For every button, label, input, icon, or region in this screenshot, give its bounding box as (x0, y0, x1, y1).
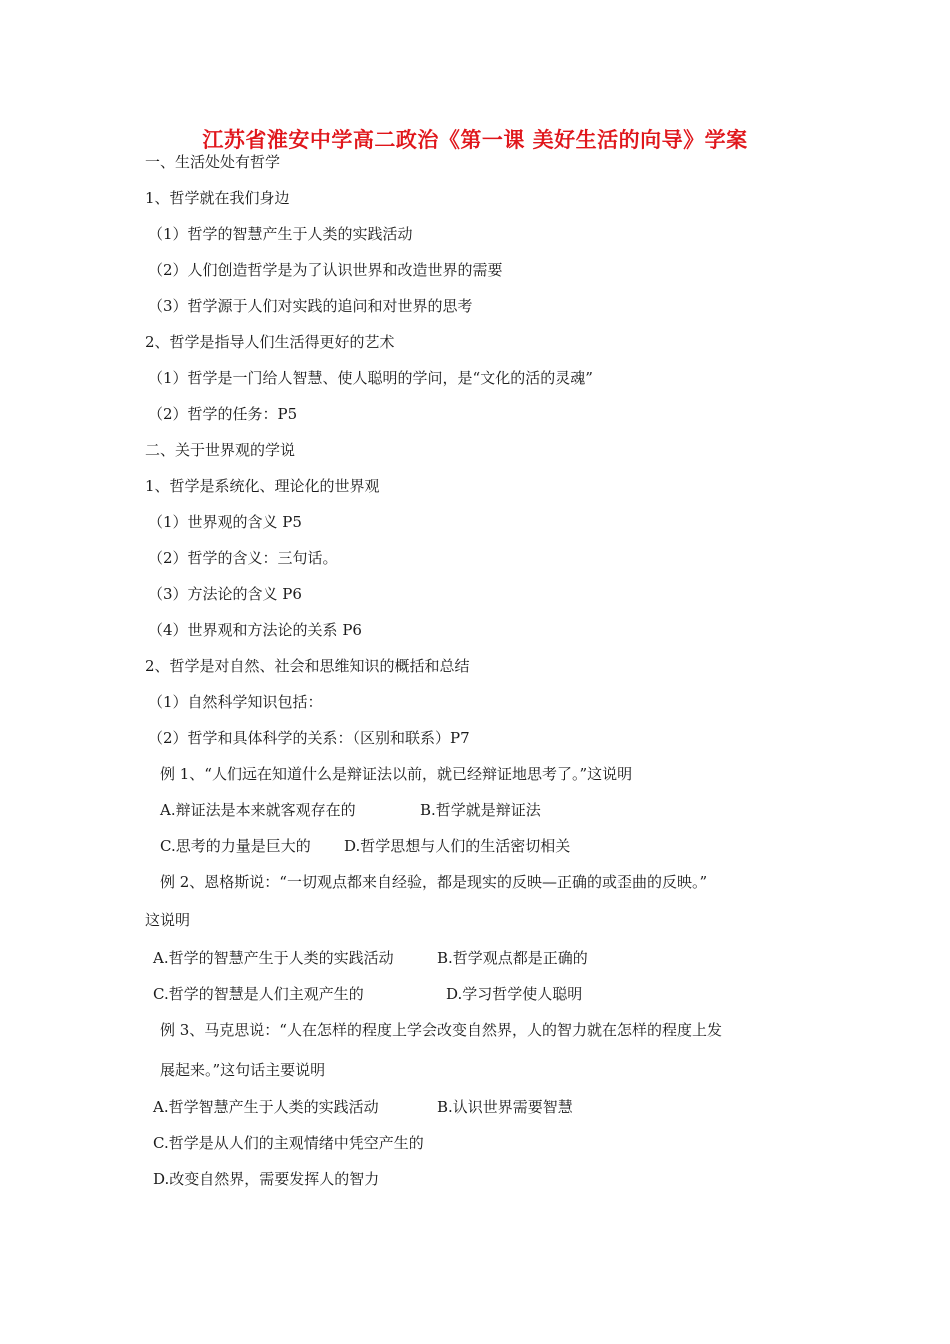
list-item: （1）自然科学知识包括： (148, 693, 323, 711)
example-3-option-d: D.改变自然界，需要发挥人的智力 (153, 1170, 380, 1188)
example-2-option-b: B.哲学观点都是正确的 (437, 949, 588, 967)
example-3-option-c: C.哲学是从人们的主观情绪中凭空产生的 (153, 1134, 424, 1152)
list-item: （1）哲学的智慧产生于人类的实践活动 (148, 225, 413, 243)
example-1-stem: 例 1、“人们远在知道什么是辩证法以前，就已经辩证地思考了。”这说明 (160, 765, 633, 783)
list-item: （3）哲学源于人们对实践的追问和对世界的思考 (148, 297, 473, 315)
example-1-option-d: D.哲学思想与人们的生活密切相关 (344, 837, 571, 855)
example-3-option-a: A.哲学智慧产生于人类的实践活动 (153, 1098, 379, 1116)
list-item: （1）哲学是一门给人智慧、使人聪明的学问，是“文化的活的灵魂” (148, 369, 593, 387)
list-item: （3）方法论的含义 P6 (148, 585, 302, 603)
list-item: （1）世界观的含义 P5 (148, 513, 302, 531)
example-2-option-a: A.哲学的智慧产生于人类的实践活动 (153, 949, 394, 967)
example-2-stem-continued: 这说明 (145, 911, 191, 929)
list-item: （2）哲学和具体科学的关系：（区别和联系）P7 (148, 729, 470, 747)
subsection-heading: 2、哲学是指导人们生活得更好的艺术 (145, 333, 395, 351)
example-3-stem: 例 3、马克思说：“人在怎样的程度上学会改变自然界，人的智力就在怎样的程度上发 (160, 1021, 722, 1039)
list-item: （2）哲学的含义：三句话。 (148, 549, 338, 567)
list-item: （2）人们创造哲学是为了认识世界和改造世界的需要 (148, 261, 503, 279)
document-title: 江苏省淮安中学高二政治《第一课 美好生活的向导》学案 (202, 128, 748, 152)
example-2-option-c: C.哲学的智慧是人们主观产生的 (153, 985, 364, 1003)
example-1-option-a: A.辩证法是本来就客观存在的 (160, 801, 356, 819)
example-1-option-c: C.思考的力量是巨大的 (160, 837, 311, 855)
subsection-heading: 2、哲学是对自然、社会和思维知识的概括和总结 (145, 657, 470, 675)
example-1-option-b: B.哲学就是辩证法 (420, 801, 541, 819)
example-2-option-d: D.学习哲学使人聪明 (446, 985, 583, 1003)
section-heading-2: 二、关于世界观的学说 (145, 441, 296, 459)
subsection-heading: 1、哲学是系统化、理论化的世界观 (145, 477, 380, 495)
list-item: （4）世界观和方法论的关系 P6 (148, 621, 362, 639)
subsection-heading: 1、哲学就在我们身边 (145, 189, 290, 207)
example-3-stem-continued: 展起来。”这句话主要说明 (160, 1061, 326, 1079)
example-3-option-b: B.认识世界需要智慧 (437, 1098, 573, 1116)
section-heading-1: 一、生活处处有哲学 (145, 153, 281, 171)
example-2-stem: 例 2、恩格斯说：“一切观点都来自经验，都是现实的反映—正确的或歪曲的反映。” (160, 873, 708, 891)
list-item: （2）哲学的任务：P5 (148, 405, 298, 423)
